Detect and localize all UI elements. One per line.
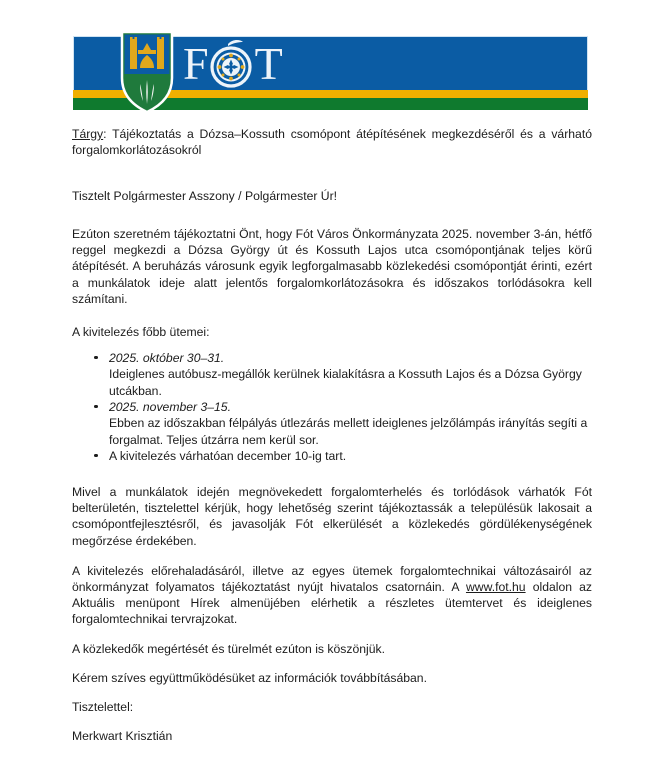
list-item: [72, 448, 592, 464]
stage-date: 2025. november 3–15.: [109, 399, 231, 414]
wordmark-letter-f: F: [183, 38, 209, 89]
valediction: Tisztelettel:: [72, 700, 134, 715]
stage-description: Ideiglenes autóbusz-megállók kerülnek kialakításra a Kossuth Lajos és a Dózsa György utcákban.: [109, 367, 582, 398]
fot-coat-of-arms-icon: [119, 30, 175, 114]
list-item: [72, 399, 592, 448]
subject-label: Tárgy: [72, 127, 104, 141]
wordmark-letter-t: T: [254, 38, 283, 89]
fot-website-link[interactable]: www.fot.hu: [465, 579, 526, 594]
stage-description: Ebben az időszakban félpályás útlezárás mellett ideiglenes jelzőlámpás irányítás segíti a forgalmat. Teljes útzárra nem kerül sor.: [109, 416, 588, 447]
paragraph-3-text-after-link: oldalon az Aktuális menüpont Hírek almenüjében elérhetik a részletes ütemtervet és ideiglenes forgalomtechnikai tervrajzokat.: [72, 579, 593, 626]
wordmark-letter-o-rosette-icon: [210, 38, 254, 90]
body-paragraph-3: [72, 563, 592, 627]
body-paragraph-5: Kérem szíves együttműködésüket az információk továbbításában.: [72, 671, 427, 686]
stages-list: [72, 350, 592, 464]
paragraph-3-text-before-link: A kivitelezés előrehaladásáról, illetve az egyes ütemek forgalomtechnikai változásairól az önkormányzat folyamatos tájékoztatást nyújt hivatalos csatornáin. A: [72, 563, 592, 594]
subject-line: [72, 126, 592, 158]
salutation: Tisztelt Polgármester Asszony / Polgármester Úr!: [72, 189, 338, 204]
subject-text: Tájékoztatás a Dózsa–Kossuth csomópont átépítésének megkezdéséről és a várható forgalomkorlátozásokról: [72, 127, 592, 158]
stages-lead-text: A kivitelezés főbb ütemei:: [72, 324, 210, 339]
stage-description: A kivitelezés várhatóan december 10-ig tart.: [109, 448, 347, 463]
list-item: [72, 350, 592, 399]
letter-content: [72, 126, 592, 757]
signature-name: Merkwart Krisztián: [72, 729, 173, 744]
letterhead-banner: [73, 36, 588, 112]
closing-block: [72, 641, 592, 744]
body-paragraph-1: Ezúton szeretném tájékoztatni Önt, hogy Fót Város Önkormányzata 2025. november 3-án, hétfő reggel megkezdi a Dózsa György út és Kossuth Lajos utca csomópontjának teljes körű átépítését. A beruházás városunk egyik legforgalmasabb közlekedési csomópontját érinti, ezért a munkálatok ideje alatt jelentős forgalomkorlátozásokra és időszakos torlódásokra kell számítani.: [72, 227, 592, 306]
fot-wordmark: [183, 38, 283, 90]
body-paragraph-2: Mivel a munkálatok idején megnövekedett forgalomterhelés és torlódások várhatók Fót belterületén, tisztelettel kérjük, hogy lehetőség szerint tájékoztassák a településük lakosait a csomópontfejlesztésről, és javasolják Fót elkerülését a közlekedés gördülékenységének megőrzése érdekében.: [72, 485, 592, 548]
body-paragraph-4: A közlekedők megértését és türelmét ezúton is köszönjük.: [72, 642, 385, 656]
stage-date: 2025. október 30–31.: [109, 350, 225, 365]
subject-separator: :: [103, 127, 113, 141]
